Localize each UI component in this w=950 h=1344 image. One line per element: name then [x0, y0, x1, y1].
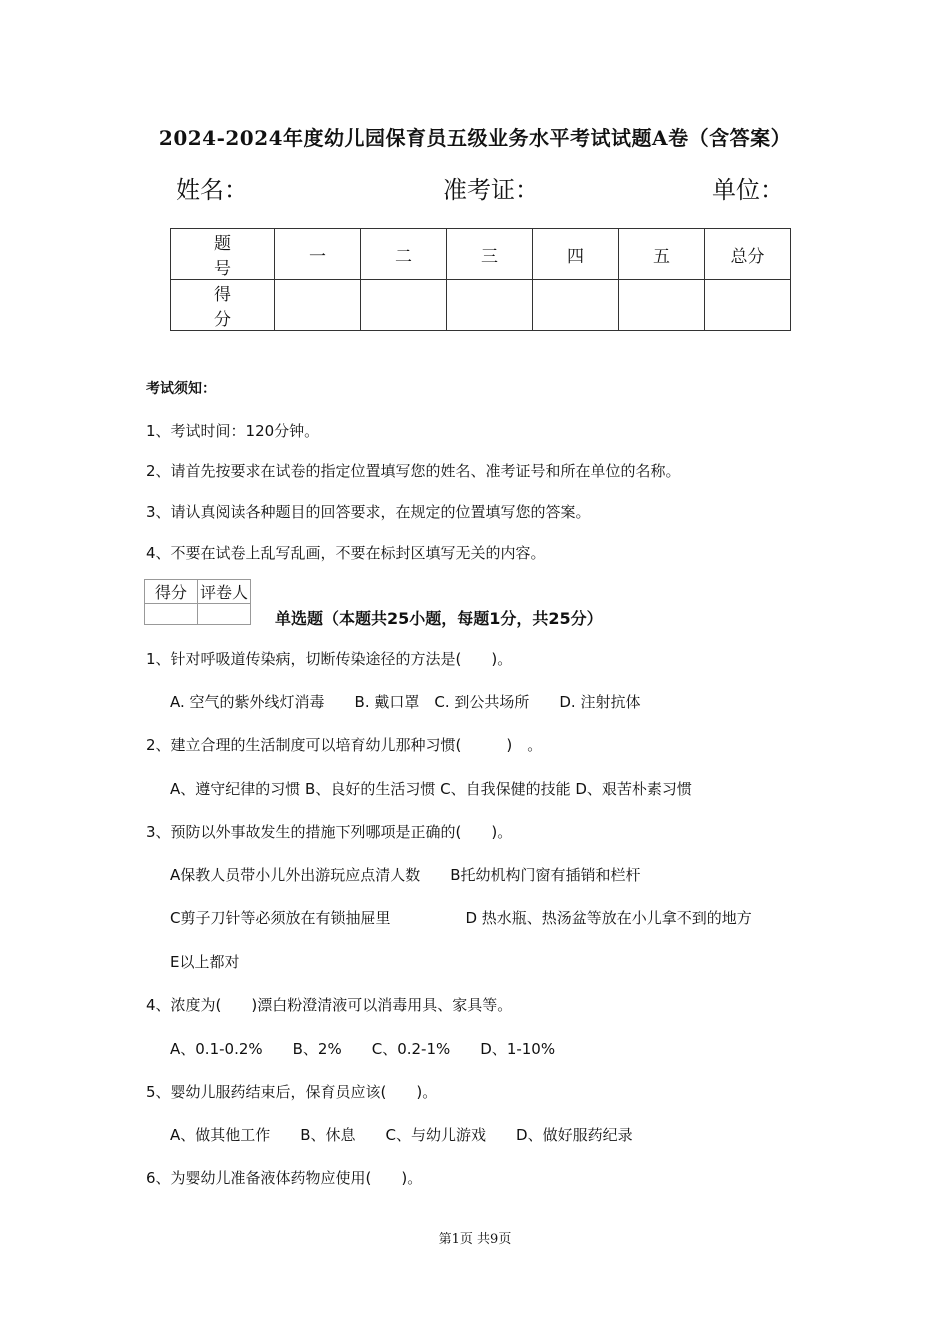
question-4: 4、浓度为( )漂白粉澄清液可以消毒用具、家具等。	[146, 996, 513, 1014]
question-4-options: A、0.1-0.2% B、2% C、0.2-1% D、1-10%	[170, 1040, 556, 1058]
document-title: 2024-2024年度幼儿园保育员五级业务水平考试试题A卷（含答案）	[158, 126, 792, 150]
score-cell[interactable]	[275, 280, 361, 331]
notice-item: 4、不要在试卷上乱写乱画，不要在标封区填写无关的内容。	[146, 544, 546, 562]
score-header-cell: 二	[361, 229, 447, 280]
grader-score-cell[interactable]	[145, 604, 198, 625]
question-3-option-line: A保教人员带小儿外出游玩应点清人数 B托幼机构门窗有插销和栏杆	[170, 866, 641, 884]
question-2: 2、建立合理的生活制度可以培育幼儿那种习惯( ) 。	[146, 736, 543, 754]
question-6: 6、为婴幼儿准备液体药物应使用( )。	[146, 1169, 423, 1187]
score-table-score-row	[171, 280, 791, 331]
notice-item: 1、考试时间：120分钟。	[146, 422, 320, 440]
section-title: 单选题（本题共25小题，每题1分，共25分）	[275, 609, 603, 628]
score-table-header-row	[171, 229, 791, 280]
question-3: 3、预防以外事故发生的措施下列哪项是正确的( )。	[146, 823, 513, 841]
exam-id-label: 准考证：	[443, 176, 539, 204]
grader-reviewer-cell[interactable]	[198, 604, 251, 625]
notice-item: 2、请首先按要求在试卷的指定位置填写您的姓名、准考证号和所在单位的名称。	[146, 462, 681, 480]
question-2-options: A、遵守纪律的习惯 B、良好的生活习惯 C、自我保健的技能 D、艰苦朴素习惯	[170, 780, 692, 798]
score-row-label: 得 分	[171, 280, 275, 331]
score-header-cell: 四	[533, 229, 619, 280]
unit-label: 单位：	[712, 176, 784, 204]
grader-reviewer-label: 评卷人	[198, 580, 251, 604]
score-header-cell: 题 号	[171, 229, 275, 280]
page-footer: 第1页 共9页	[438, 1232, 512, 1247]
notice-heading: 考试须知：	[146, 381, 216, 397]
score-header-cell: 总分	[705, 229, 791, 280]
score-table	[170, 228, 791, 331]
score-header-cell: 五	[619, 229, 705, 280]
score-header-cell: 一	[275, 229, 361, 280]
grader-box	[144, 579, 251, 625]
score-cell[interactable]	[533, 280, 619, 331]
question-3-option-line: E以上都对	[170, 953, 240, 971]
question-1-options: A. 空气的紫外线灯消毒 B. 戴口罩 C. 到公共场所 D. 注射抗体	[170, 693, 641, 711]
question-1: 1、针对呼吸道传染病，切断传染途径的方法是( )。	[146, 650, 513, 668]
score-cell[interactable]	[705, 280, 791, 331]
score-cell[interactable]	[619, 280, 705, 331]
question-5-options: A、做其他工作 B、休息 C、与幼儿游戏 D、做好服药纪录	[170, 1126, 633, 1144]
question-5: 5、婴幼儿服药结束后，保育员应该( )。	[146, 1083, 438, 1101]
grader-score-label: 得分	[145, 580, 198, 604]
score-cell[interactable]	[361, 280, 447, 331]
question-3-option-line: C剪子刀针等必须放在有锁抽屉里 D 热水瓶、热汤盆等放在小儿拿不到的地方	[170, 909, 752, 927]
notice-item: 3、请认真阅读各种题目的回答要求，在规定的位置填写您的答案。	[146, 503, 591, 521]
score-cell[interactable]	[447, 280, 533, 331]
name-label: 姓名：	[176, 176, 248, 204]
score-header-cell: 三	[447, 229, 533, 280]
